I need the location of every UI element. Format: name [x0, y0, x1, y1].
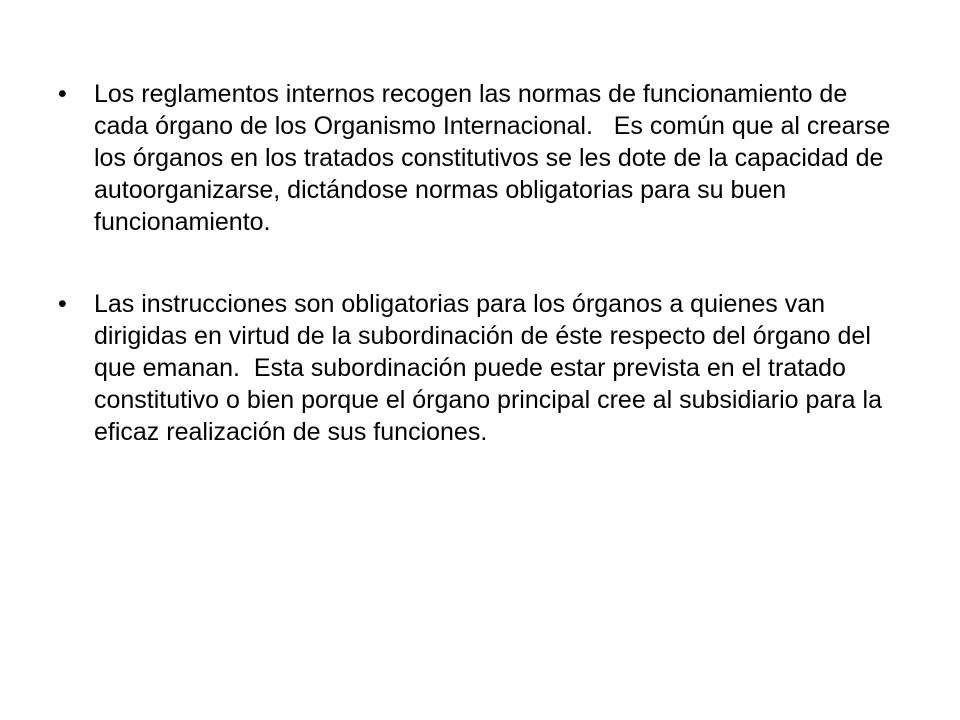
bullet-icon: •: [58, 290, 67, 318]
bullet-item-reglamentos: [58, 78, 908, 238]
bullet-text-reglamentos: Los reglamentos internos recogen las normas de funcionamiento de cada órgano de los Organismo Internacional. Es común que al crearse los órganos en los tratados constitutivos se les dote de la capacidad de autoorganizarse, dictándose normas obligatorias para su buen funcionamiento.: [94, 80, 898, 236]
bullet-item-instrucciones: [58, 288, 908, 448]
bullet-list: [58, 78, 908, 498]
bullet-icon: •: [58, 80, 67, 108]
bullet-text-instrucciones: Las instrucciones son obligatorias para los órganos a quienes van dirigidas en virtud de la subordinación de éste respecto del órgano del que emanan. Esta subordinación puede estar prevista en el tratado constitutivo o bien porque el órgano principal cree al subsidiario para la eficaz realización de sus funciones.: [94, 290, 889, 446]
